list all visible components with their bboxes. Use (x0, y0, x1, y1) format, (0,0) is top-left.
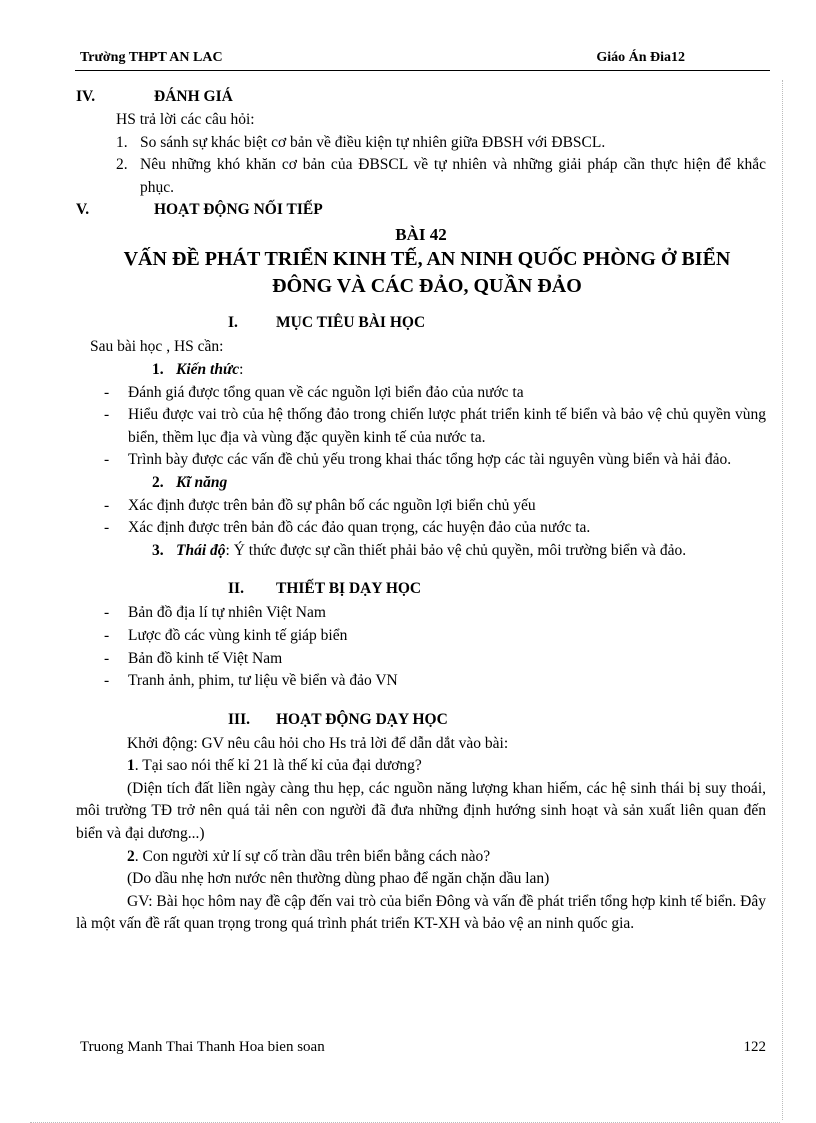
question-text: . Tại sao nói thế kỉ 21 là thế kỉ của đại dương? (134, 757, 422, 775)
question-1 (76, 755, 766, 778)
part-title: HOẠT ĐỘNG DẠY HỌC (276, 710, 448, 728)
part1-heading (76, 312, 766, 336)
skills-heading (76, 472, 766, 495)
question-2 (76, 846, 766, 869)
heading-title: Thái độ (176, 541, 226, 559)
attitude-text: : Ý thức được sự cần thiết phải bảo vệ chủ quyền, môi trường biển và đảo. (225, 541, 687, 559)
part-number: II. (228, 580, 244, 598)
knowledge-heading (76, 359, 766, 382)
item-text: Đánh giá được tổng quan về các nguồn lợi biển đảo của nước ta (128, 383, 524, 401)
heading-number: 1. (152, 360, 164, 378)
list-item (116, 154, 766, 199)
item-number: 1. (116, 133, 128, 151)
heading-title: Kiến thức (176, 360, 240, 378)
item-text: Trình bày được các vấn đề chủ yếu trong khai thác tổng hợp các tài nguyên vùng biển và hải đảo. (128, 451, 732, 469)
list-item: - Tranh ảnh, phim, tư liệu về biển và đảo VN (104, 672, 398, 690)
page-number: 122 (743, 1039, 766, 1055)
list-item: - Hiểu được vai trò của hệ thống đảo trong chiến lược phát triển kinh tế biển và bảo vệ chủ quyền vùng biển, thềm lục địa và vùng đặc quyền kinh tế của nước ta. (104, 406, 766, 446)
list-item (116, 132, 766, 155)
list-item: - Bản đồ kinh tế Việt Nam (104, 649, 283, 667)
question-number: 2 (127, 847, 135, 865)
part2-heading (76, 578, 766, 602)
page-side-line (782, 80, 783, 1120)
part3-heading (76, 709, 766, 733)
heading-number: 3. (152, 541, 164, 559)
section-evaluation-heading (76, 86, 766, 109)
teacher-intro: GV: Bài học hôm nay đề cập đến vai trò của biển Đông và vấn đề phát triển tổng hợp kinh tế biển. Đây là một vấn đề rất quan trọng trong quá trình phát triển KT-XH và bảo vệ an ninh quốc gia. (76, 892, 766, 933)
item-text: Bản đồ địa lí tự nhiên Việt Nam (128, 604, 326, 622)
warmup-intro: Khởi động: GV nêu câu hỏi cho Hs trả lời để dẫn dắt vào bài: (127, 734, 509, 752)
list-item: - Xác định được trên bản đồ sự phân bố các nguồn lợi biển chủ yếu (104, 496, 536, 514)
item-number: 2. (116, 156, 128, 174)
item-text: Nêu những khó khăn cơ bản của ĐBSCL về tự nhiên và những giải pháp cần thực hiện để khắc phục. (140, 156, 766, 196)
section-title: HOẠT ĐỘNG NỐI TIẾP (154, 201, 323, 219)
heading-number: 2. (152, 473, 164, 491)
evaluation-intro: HS trả lời các câu hỏi: (116, 111, 255, 128)
lesson-title: VẤN ĐỀ PHÁT TRIỂN KINH TẾ, AN NINH QUỐC PHÒNG Ở BIỂN ĐÔNG VÀ CÁC ĐẢO, QUẦN ĐẢO (123, 248, 731, 298)
subject-name: Giáo Án Đia12 (596, 50, 685, 65)
evaluation-questions (76, 132, 766, 200)
list-item: - Lược đồ các vùng kinh tế giáp biển (104, 626, 348, 644)
list-item: - Trình bày được các vấn đề chủ yếu trong khai thác tổng hợp các tài nguyên vùng biển và hải đảo. (104, 451, 732, 469)
heading-title: Kĩ năng (176, 473, 228, 491)
part-title: THIẾT BỊ DẠY HỌC (276, 580, 422, 598)
answer-2: (Do dầu nhẹ hơn nước nên thường dùng phao để ngăn chặn dầu lan) (127, 870, 550, 888)
question-number: 1 (127, 757, 135, 775)
item-text: Xác định được trên bản đồ các đảo quan trọng, các huyện đảo của nước ta. (128, 519, 591, 537)
part-title: MỤC TIÊU BÀI HỌC (276, 314, 426, 332)
item-text: So sánh sự khác biệt cơ bản về điều kiện tự nhiên giữa ĐBSH với ĐBSCL. (140, 133, 606, 151)
heading-colon: : (239, 360, 244, 378)
list-item: - Đánh giá được tổng quan về các nguồn lợi biển đảo của nước ta (104, 383, 524, 401)
author-credit: Truong Manh Thai Thanh Hoa bien soan (80, 1039, 325, 1055)
objectives-intro: Sau bài học , HS cần: (90, 338, 224, 356)
list-item: - Xác định được trên bản đồ các đảo quan trọng, các huyện đảo của nước ta. (104, 519, 591, 537)
part-number: I. (228, 314, 238, 332)
part-number: III. (228, 710, 250, 728)
section-number: IV. (76, 88, 96, 105)
item-text: Hiểu được vai trò của hệ thống đảo trong chiến lược phát triển kinh tế biển và bảo vệ chủ quyền vùng biển, thềm lục địa và vùng đặc quyền kinh tế của nước ta. (128, 406, 766, 446)
document-body (76, 86, 766, 936)
item-text: Bản đồ kinh tế Việt Nam (128, 649, 283, 667)
attitude-item (76, 540, 766, 563)
item-text: Tranh ảnh, phim, tư liệu về biển và đảo VN (128, 672, 398, 690)
section-title: ĐÁNH GIÁ (154, 88, 233, 105)
school-name: Trường THPT AN LAC (80, 50, 223, 65)
section-followup-heading (76, 199, 766, 222)
item-text: Lược đồ các vùng kinh tế giáp biển (128, 626, 348, 644)
question-text: . Con người xử lí sự cố tràn dầu trên biển bằng cách nào? (134, 847, 491, 865)
section-number: V. (76, 201, 90, 219)
header-rule (75, 70, 770, 71)
lesson-number: BÀI 42 (395, 225, 447, 245)
answer-1: (Diện tích đất liền ngày càng thu hẹp, các nguồn năng lượng khan hiếm, các hệ sinh thái bị suy thoái, môi trường TĐ trở nên quá tải nên con người đã đưa những định hướng sinh hoạt và sản xuất liên quan đến biển và đại dương...) (76, 779, 766, 843)
item-text: Xác định được trên bản đồ sự phân bố các nguồn lợi biển chủ yếu (128, 496, 536, 514)
list-item: - Bản đồ địa lí tự nhiên Việt Nam (104, 604, 326, 622)
